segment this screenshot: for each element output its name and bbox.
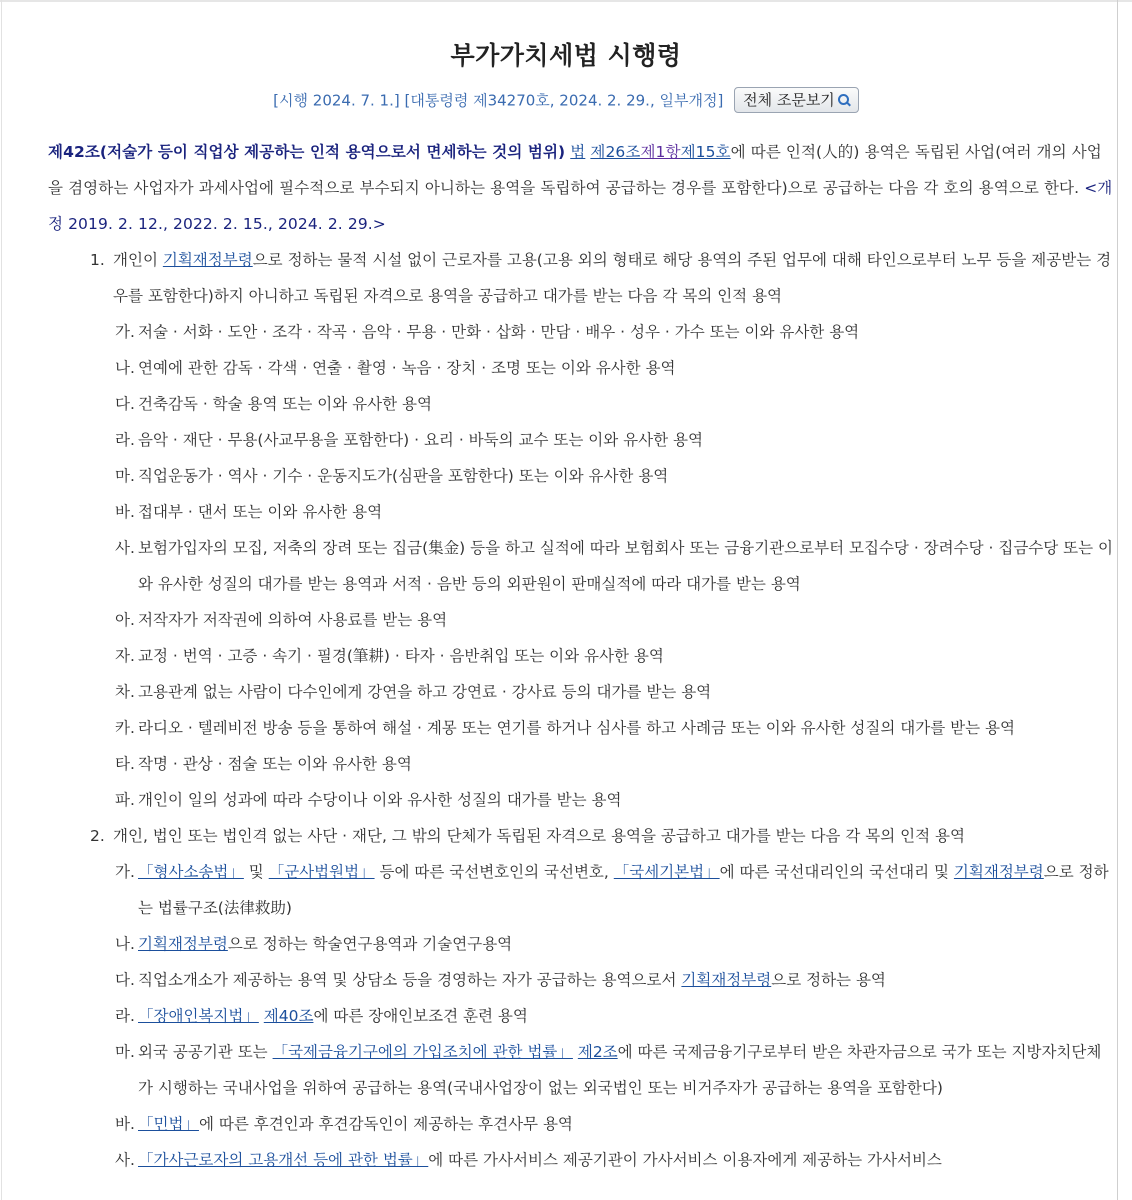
- left-border: [1, 0, 2, 1200]
- sub-item: [45, 674, 1115, 710]
- sub-item-number: 카.: [115, 719, 135, 737]
- sub-item: [45, 710, 1115, 746]
- sub-item-number: 라.: [115, 1007, 135, 1025]
- sub-item-text: 에 따른 가사서비스 제공기관이 가사서비스 이용자에게 제공하는 가사서비스: [428, 1151, 942, 1169]
- item-1-sublist: [45, 314, 1115, 818]
- full-view-label: 전체 조문보기: [743, 91, 835, 109]
- sub-item: [45, 386, 1115, 422]
- sub-item-number: 사.: [115, 1151, 135, 1169]
- sub-item-number: 다.: [115, 971, 135, 989]
- sub-item: [45, 638, 1115, 674]
- sub-item-text: 으로 정하는 법률구조(法律救助): [138, 863, 1109, 917]
- sub-item-text: 직업소개소가 제공하는 용역 및 상담소 등을 경영하는 자가 공급하는 용역으로서: [138, 971, 682, 989]
- sub-item-number: 바.: [115, 503, 135, 521]
- mosf-decree-link[interactable]: 기획재정부령: [162, 251, 253, 269]
- sub-item-text: 개인이 일의 성과에 따라 수당이나 이와 유사한 성질의 대가를 받는 용역: [138, 791, 622, 809]
- full-view-button[interactable]: [734, 87, 859, 113]
- enforcement-meta: [시행 2024. 7. 1.] [대통령령 제34270호, 2024. 2. 29., 일부개정]: [273, 91, 724, 110]
- item-1: [45, 242, 1115, 314]
- sub-item-text: 및: [243, 863, 269, 881]
- sub-item-da: [45, 962, 1115, 998]
- sub-item-number: 가.: [115, 323, 135, 341]
- sub-item-text: 에 따른 국제금융기구로부터 받은 차관자금으로 국가 또는 지방자치단체가 시행하는 국내사업을 위하여 공급하는 용역(국내사업장이 없는 외국법인 또는 비거주자가 공급하는 용역을 포함한다): [138, 1043, 1102, 1097]
- sub-item: [45, 746, 1115, 782]
- sub-item: [45, 602, 1115, 638]
- civil-act-link[interactable]: 「민법」: [138, 1115, 199, 1133]
- sub-item-ma: [45, 1034, 1115, 1106]
- sub-item-text: 교정 · 번역 · 고증 · 속기 · 필경(筆耕) · 타자 · 음반취입 또는 이와 유사한 용역: [138, 647, 664, 665]
- article-26-link[interactable]: 제26조: [590, 143, 641, 161]
- sub-item: [45, 530, 1115, 602]
- domestic-workers-act-link[interactable]: 「가사근로자의 고용개선 등에 관한 법률」: [138, 1151, 429, 1169]
- sub-item-text: 고용관계 없는 사람이 다수인에게 강연을 하고 강연료 · 강사료 등의 대가를 받는 용역: [138, 683, 712, 701]
- item-text: 으로 정하는 물적 시설 없이 근로자를 고용(고용 외의 형태로 해당 용역의 주된 업무에 대해 타인으로부터 노무 등을 제공받는 경우를 포함한다)하지 아니하고 독립된 자격으로 용역을 공급하고 대가를 받는 다음 각 목의 인적 용역: [113, 251, 1112, 305]
- article-2-link[interactable]: 제2조: [577, 1043, 618, 1061]
- article-body: 에 따른 인적(人的) 용역은 독립된 사업(여러 개의 사업을 겸영하는 사업자가 과세사업에 필수적으로 부수되지 아니하는 용역을 독립하여 공급하는 경우를 포함한다)으로 공급하는 다음 각 호의 용역으로 한다.: [48, 143, 1102, 197]
- sub-item-number: 타.: [115, 755, 135, 773]
- sub-item: [45, 422, 1115, 458]
- sub-item-text: 보험가입자의 모집, 저축의 장려 또는 집금(集金) 등을 하고 실적에 따라 보험회사 또는 금융기관으로부터 모집수당 · 장려수당 · 집금수당 또는 이와 유사한 성질의 대가를 받는 용역과 서적 · 음반 등의 외판원이 판매실적에 따라 대가를 받는 용역: [138, 539, 1114, 593]
- sub-item-text: 에 따른 장애인보조견 훈련 용역: [313, 1007, 528, 1025]
- article-40-link[interactable]: 제40조: [263, 1007, 314, 1025]
- sub-item-ga: [45, 854, 1115, 926]
- sub-item-number: 바.: [115, 1115, 135, 1133]
- mosf-decree-link[interactable]: 기획재정부령: [138, 935, 228, 953]
- page-title: 부가가치세법 시행령: [450, 41, 682, 70]
- law-link[interactable]: 법: [570, 143, 586, 161]
- sub-item-number: 다.: [115, 395, 135, 413]
- item-number: 2.: [90, 827, 105, 845]
- sub-item-text: 건축감독 · 학술 용역 또는 이와 유사한 용역: [138, 395, 432, 413]
- sub-item-text: 라디오 · 텔레비전 방송 등을 통하여 해설 · 계몽 또는 연기를 하거나 심사를 하고 사례금 또는 이와 유사한 성질의 대가를 받는 용역: [138, 719, 1015, 737]
- sub-item: [45, 314, 1115, 350]
- item-2: [45, 818, 1115, 854]
- framework-act-national-taxes-link[interactable]: 「국세기본법」: [613, 863, 720, 881]
- sub-item-number: 가.: [115, 863, 135, 881]
- sub-item-ra: [45, 998, 1115, 1034]
- sub-item-number: 사.: [115, 539, 135, 557]
- sub-item-number: 아.: [115, 611, 135, 629]
- sub-item: [45, 350, 1115, 386]
- sub-item-text: 직업운동가 · 역사 · 기수 · 운동지도가(심판을 포함한다) 또는 이와 유사한 용역: [138, 467, 669, 485]
- sub-item-text: 외국 공공기관 또는: [138, 1043, 273, 1061]
- sub-item-sa: [45, 1142, 1115, 1178]
- right-border: [1117, 0, 1118, 1200]
- item-text: 개인이: [113, 251, 163, 269]
- welfare-disabled-act-link[interactable]: 「장애인복지법」: [138, 1007, 259, 1025]
- sub-item-number: 자.: [115, 647, 135, 665]
- sub-item-na: [45, 926, 1115, 962]
- sub-item-number: 나.: [115, 359, 135, 377]
- sub-item-text: 저작자가 저작권에 의하여 사용료를 받는 용역: [138, 611, 448, 629]
- sub-item-text: 에 따른 국선대리인의 국선대리 및: [719, 863, 954, 881]
- sub-item: [45, 494, 1115, 530]
- subparagraph-15-link[interactable]: 제15호: [680, 143, 731, 161]
- sub-item-number: 나.: [115, 935, 135, 953]
- sub-item-number: 차.: [115, 683, 135, 701]
- mosf-decree-link[interactable]: 기획재정부령: [953, 863, 1044, 881]
- paragraph-1-link[interactable]: 제1항: [640, 143, 681, 161]
- meta-row: [0, 87, 1132, 113]
- criminal-procedure-act-link[interactable]: 「형사소송법」: [138, 863, 244, 881]
- sub-item-ba: [45, 1106, 1115, 1142]
- sub-item-number: 마.: [115, 1043, 135, 1061]
- sub-item-text: 등에 따른 국선변호인의 국선변호,: [374, 863, 614, 881]
- sub-item-text: 에 따른 후견인과 후견감독인이 제공하는 후견사무 용역: [198, 1115, 573, 1133]
- sub-item: [45, 782, 1115, 818]
- amendment-note: <개정 2019. 2. 12., 2022. 2. 15., 2024. 2. 29.>: [48, 179, 1113, 233]
- military-court-act-link[interactable]: 「군사법원법」: [268, 863, 375, 881]
- sub-item-text: 접대부 · 댄서 또는 이와 유사한 용역: [138, 503, 383, 521]
- article-content: [45, 134, 1115, 1178]
- item-text: 개인, 법인 또는 법인격 없는 사단 · 재단, 그 밖의 단체가 독립된 자격으로 용역을 공급하고 대가를 받는 다음 각 목의 인적 용역: [113, 827, 965, 845]
- mosf-decree-link[interactable]: 기획재정부령: [681, 971, 772, 989]
- item-number: 1.: [90, 251, 105, 269]
- sub-item-text: 작명 · 관상 · 점술 또는 이와 유사한 용역: [138, 755, 412, 773]
- article-paragraph: [48, 134, 1115, 242]
- top-border: [0, 0, 1132, 2]
- sub-item-text: 연예에 관한 감독 · 각색 · 연출 · 촬영 · 녹음 · 장치 · 조명 또는 이와 유사한 용역: [138, 359, 676, 377]
- sub-item-number: 라.: [115, 431, 135, 449]
- search-icon: [838, 94, 850, 106]
- sub-item: [45, 458, 1115, 494]
- sub-item-text: 으로 정하는 용역: [771, 971, 886, 989]
- sub-item-number: 마.: [115, 467, 135, 485]
- sub-item-text: 으로 정하는 학술연구용역과 기술연구용역: [227, 935, 513, 953]
- sub-item-text: 저술 · 서화 · 도안 · 조각 · 작곡 · 음악 · 무용 · 만화 · 삽화 · 만담 · 배우 · 성우 · 가수 또는 이와 유사한 용역: [138, 323, 860, 341]
- article-title: 제42조(저술가 등이 직업상 제공하는 인적 용역으로서 면세하는 것의 범위): [48, 143, 566, 161]
- intl-financial-institutions-act-link[interactable]: 「국제금융기구에의 가입조치에 관한 법률」: [272, 1043, 573, 1061]
- sub-item-text: 음악 · 재단 · 무용(사교무용을 포함한다) · 요리 · 바둑의 교수 또는 이와 유사한 용역: [138, 431, 703, 449]
- sub-item-number: 파.: [115, 791, 135, 809]
